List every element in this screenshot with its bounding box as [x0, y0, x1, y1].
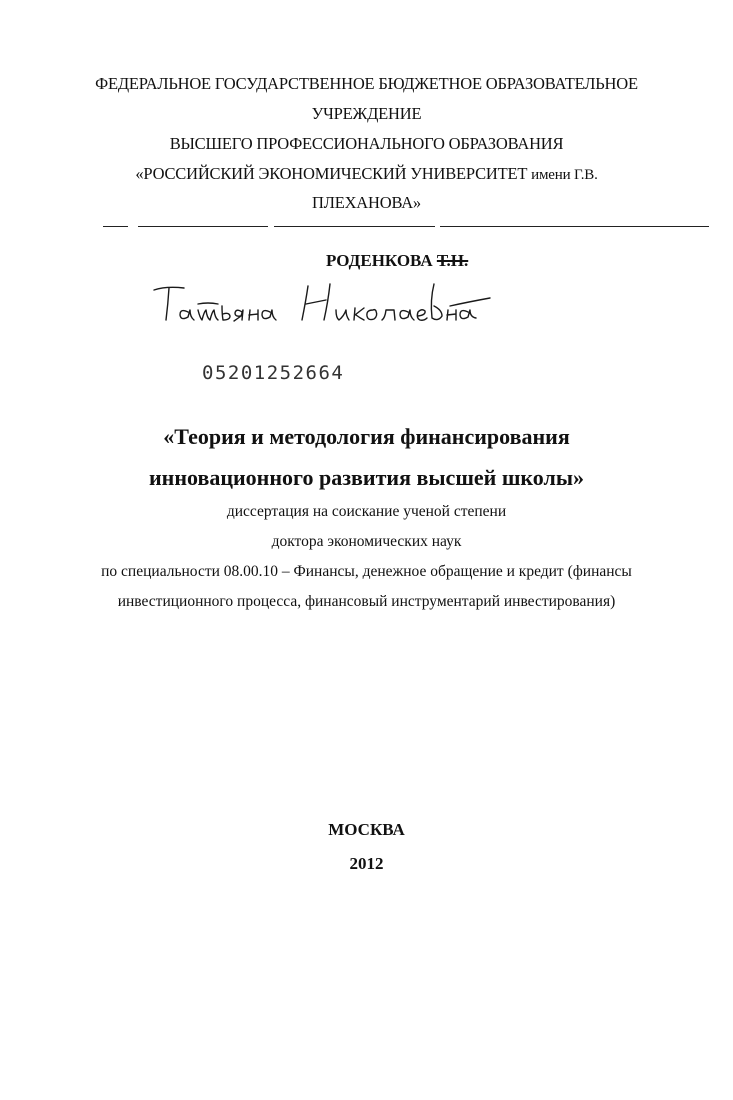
year: 2012: [349, 854, 384, 873]
dissertation-title-line-1: «Теория и методология финансирования: [163, 424, 570, 449]
author-surname: РОДЕНКОВА: [326, 251, 433, 270]
subtitle-line-3: по специальности 08.00.10 – Финансы, денежное обращение и кредит (финансы: [101, 563, 632, 580]
author-initials-struck: Т.Н.: [436, 251, 469, 270]
institution-line-4: [0, 164, 733, 185]
institution-line-5: ПЛЕХАНОВА»: [312, 193, 421, 212]
author-name: [326, 251, 468, 271]
institution-line-1: ФЕДЕРАЛЬНОЕ ГОСУДАРСТВЕННОЕ БЮДЖЕТНОЕ ОБРАЗОВАТЕЛЬНОЕ: [95, 74, 638, 93]
institution-line-4-main: «РОССИЙСКИЙ ЭКОНОМИЧЕСКИЙ УНИВЕРСИТЕТ: [135, 164, 528, 183]
institution-line-4-tail: имени Г.В.: [531, 167, 598, 183]
header-divider: [103, 226, 709, 227]
subtitle-line-4: инвестиционного процесса, финансовый инструментарий инвестирования): [117, 593, 616, 610]
subtitle-line-2: доктора экономических наук: [271, 533, 462, 550]
institution-line-3: ВЫСШЕГО ПРОФЕССИОНАЛЬНОГО ОБРАЗОВАНИЯ: [169, 134, 564, 153]
institution-line-2: УЧРЕЖДЕНИЕ: [311, 104, 422, 123]
handwritten-name-signature: [150, 276, 520, 336]
registration-number: 05201252664: [202, 362, 345, 384]
dissertation-title-line-2: инновационного развития высшей школы»: [148, 465, 585, 490]
city: МОСКВА: [328, 820, 405, 839]
subtitle-line-1: диссертация на соискание ученой степени: [226, 503, 507, 520]
